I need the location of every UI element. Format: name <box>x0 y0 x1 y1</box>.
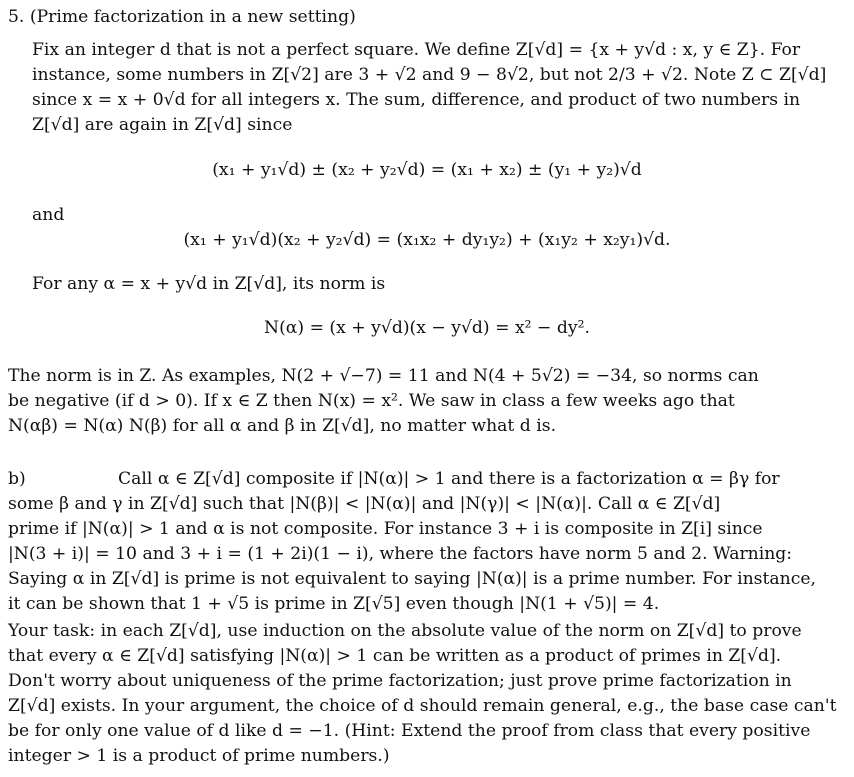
part-b-line-5: Saying α in Z[√d] is prime is not equivalent to saying |N(α)| is a prime number. For instance, <box>8 569 816 589</box>
and-label: and <box>32 205 65 225</box>
problem-number: 5. <box>8 7 25 27</box>
product-equation: (x₁ + y₁√d)(x₂ + y₂√d) = (x₁x₂ + dy₁y₂) + (x₁y₂ + x₂y₁)√d. <box>183 230 671 250</box>
problem-header <box>8 5 838 30</box>
task-line-2: that every α ∈ Z[√d] satisfying |N(α)| > 1 can be written as a product of primes in Z[√d]. <box>8 646 782 666</box>
norm-para-line-3: N(αβ) = N(α) N(β) for all α and β in Z[√d], no matter what d is. <box>8 416 557 436</box>
norm-intro: For any α = x + y√d in Z[√d], its norm is <box>32 274 386 294</box>
norm-para-line-1: The norm is in Z. As examples, N(2 + √−7) = 11 and N(4 + 5√2) = −34, so norms can <box>8 366 759 386</box>
sum-equation: (x₁ + y₁√d) ± (x₂ + y₂√d) = (x₁ + x₂) ± (y₁ + y₂)√d <box>212 160 642 180</box>
part-b-line-1 <box>8 467 838 492</box>
task-line-3: Don't worry about uniqueness of the prime factorization; just prove prime factorization in <box>8 671 792 691</box>
part-b-line-6: it can be shown that 1 + √5 is prime in Z[√5] even though |N(1 + √5)| = 4. <box>8 594 660 614</box>
task-line-4: Z[√d] exists. In your argument, the choice of d should remain general, e.g., the base case can't <box>8 696 837 716</box>
intro-line-4: Z[√d] are again in Z[√d] since <box>32 115 293 135</box>
intro-line-3: since x = x + 0√d for all integers x. The sum, difference, and product of two numbers in <box>32 90 801 110</box>
task-line-5: be for only one value of d like d = −1. (Hint: Extend the proof from class that every positive <box>8 721 811 741</box>
norm-para-line-2: be negative (if d > 0). If x ∈ Z then N(x) = x². We saw in class a few weeks ago that <box>8 391 735 411</box>
part-b-label: b) <box>8 469 26 489</box>
problem-title: (Prime factorization in a new setting) <box>29 7 356 27</box>
intro-line-1: Fix an integer d that is not a perfect square. We define Z[√d] = {x + y√d : x, y ∈ Z}. For <box>32 40 801 60</box>
part-b-line-3: prime if |N(α)| > 1 and α is not composite. For instance 3 + i is composite in Z[i] since <box>8 519 763 539</box>
task-line-6: integer > 1 is a product of prime numbers.) <box>8 746 390 766</box>
task-line-1: Your task: in each Z[√d], use induction on the absolute value of the norm on Z[√d] to prove <box>8 621 802 641</box>
part-b-line-4: |N(3 + i)| = 10 and 3 + i = (1 + 2i)(1 − i), where the factors have norm 5 and 2. Warning: <box>8 544 793 564</box>
part-b-text-1: Call α ∈ Z[√d] composite if |N(α)| > 1 and there is a factorization α = βγ for <box>118 469 780 489</box>
intro-line-2: instance, some numbers in Z[√2] are 3 + √2 and 9 − 8√2, but not 2/3 + √2. Note Z ⊂ Z[√d] <box>32 65 827 85</box>
part-b-line-2: some β and γ in Z[√d] such that |N(β)| < |N(α)| and |N(γ)| < |N(α)|. Call α ∈ Z[√d] <box>8 494 721 514</box>
norm-equation: N(α) = (x + y√d)(x − y√d) = x² − dy². <box>264 318 590 338</box>
